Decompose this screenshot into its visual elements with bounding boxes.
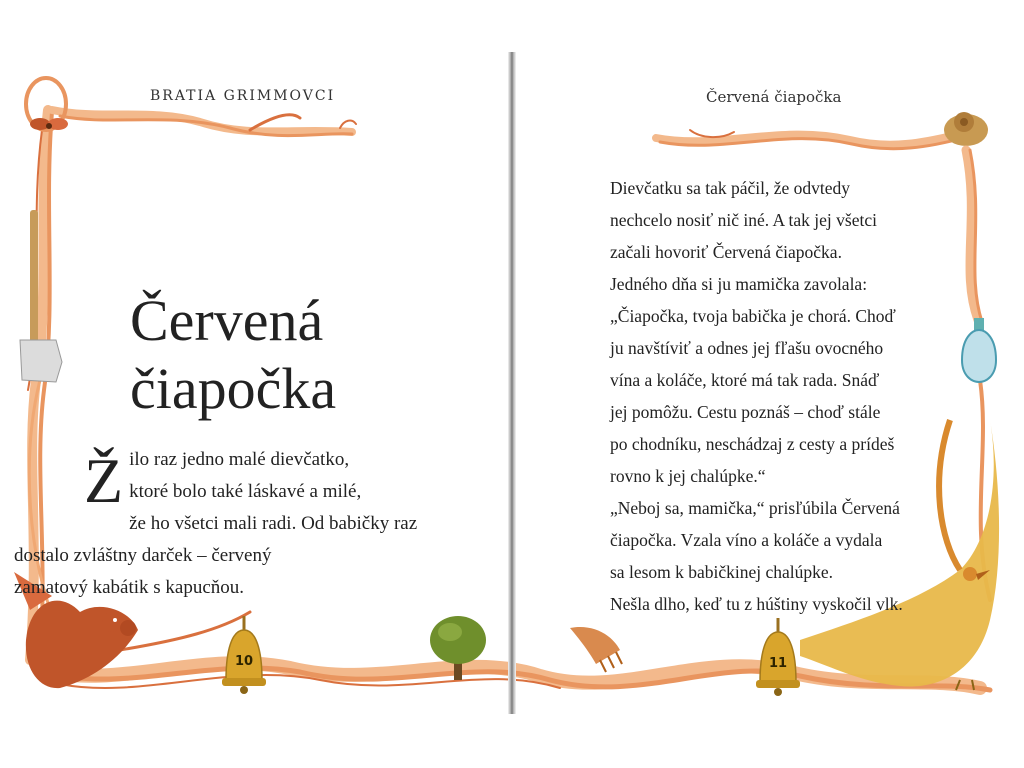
running-head-left: BRATIA GRIMMOVCI [150,88,336,104]
text-line: ilo raz jedno malé dievčatko, [129,449,350,470]
text-line: „Čiapočka, tvoja babička je chorá. Choď [610,306,896,326]
text-line: ju navštíviť a odnes jej fľašu ovocného [610,338,884,358]
text-line: jej pomôžu. Cestu poznáš – choď stále [610,402,881,422]
text-line: po chodníku, neschádzaj z cesty a prídeš [610,434,895,454]
page-number-right: 11 [768,656,788,671]
text-line: Dievčatku sa tak páčil, že odvtedy [610,178,851,198]
text-line: Jedného dňa si ju mamička zavolala: [610,274,868,294]
right-body-text [610,172,960,620]
chapter-title [130,287,430,423]
text-line: čiapočka. Vzala víno a koláče a vydala [610,530,883,550]
text-line: Nešla dlho, keď tu z húštiny vyskočil vlk. [610,594,903,614]
running-head-right: Červená čiapočka [706,88,842,106]
text-line: „Neboj sa, mamička,“ prisľúbila Červená [610,498,900,518]
text-line: ktoré bolo také láskavé a milé, [129,481,362,502]
text-line: začali hovoriť Červená čiapočka. [610,242,842,262]
text-line: zamatový kabátik s kapucňou. [14,577,245,598]
text-line: že ho všetci mali radi. Od babičky raz [129,513,418,534]
drop-cap: Ž [84,445,124,516]
text-line: vína a koláče, ktoré má tak rada. Snáď [610,370,880,390]
text-line: dostalo zvláštny darček – červený [14,545,272,566]
title-line: čiapočka [130,355,337,421]
left-body-text [14,444,424,604]
title-line: Červená [130,287,324,353]
text-line: rovno k jej chalúpke.“ [610,466,766,486]
page-number-left: 10 [234,654,254,669]
text-line: sa lesom k babičkinej chalúpke. [610,562,834,582]
text-line: nechcelo nosiť nič iné. A tak jej všetci [610,210,877,230]
